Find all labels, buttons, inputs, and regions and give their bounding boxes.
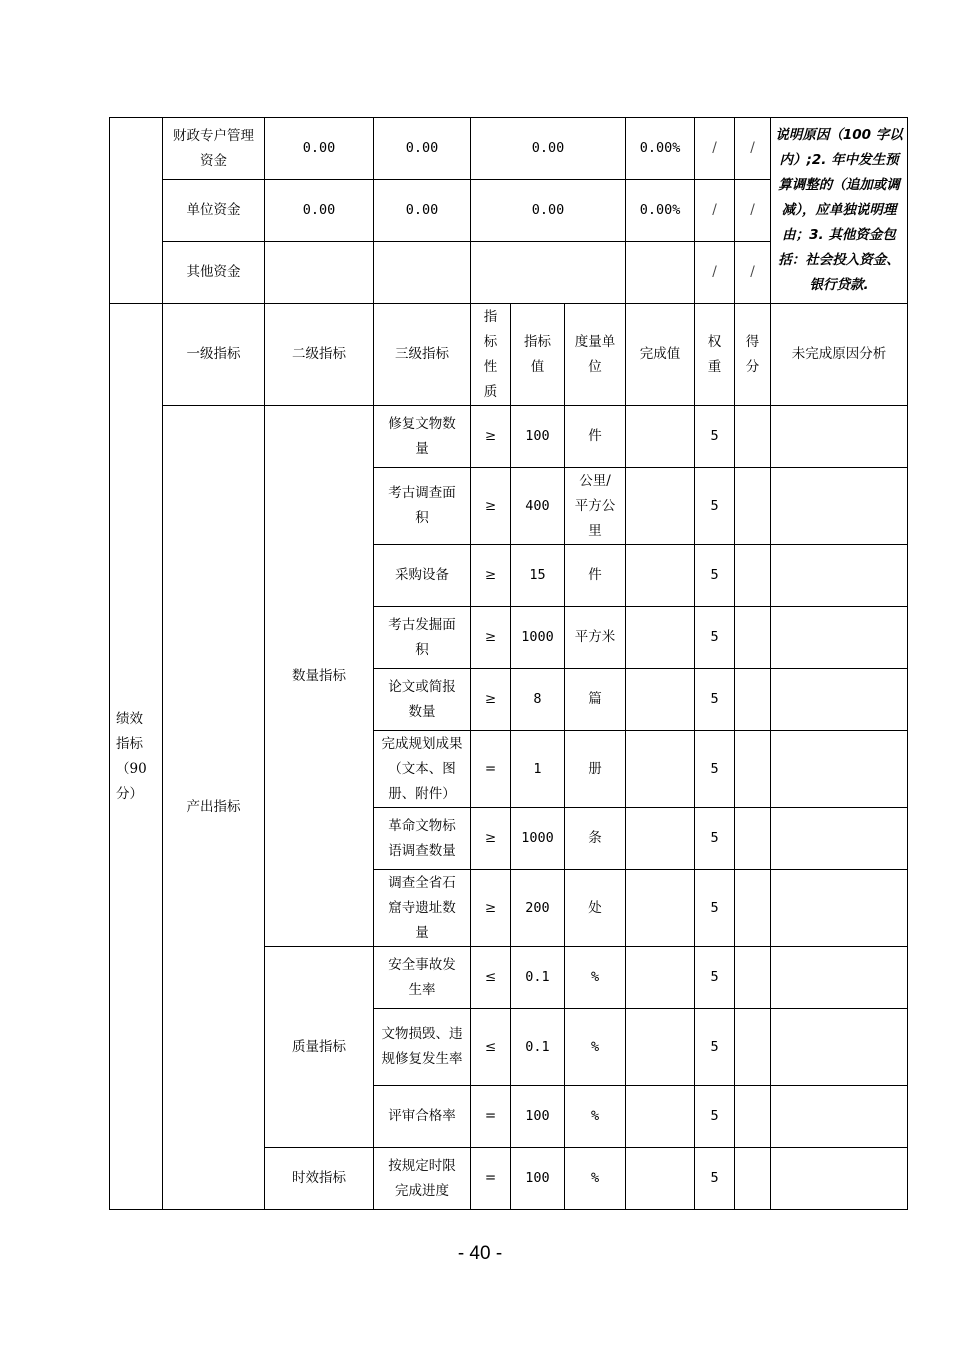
indicator-weight: 5 [695,808,735,870]
indicator-name [374,1086,471,1148]
indicator-name-text: 考古发掘面积 [388,616,456,658]
header-unit [565,304,626,406]
indicator-reason [771,731,908,808]
indicator-unit-text: 公里/平方公里 [574,472,616,539]
header-nature-text: 指标性质 [483,308,498,400]
indicator-value: 15 [511,545,565,607]
indicator-name [374,607,471,669]
indicator-done [626,468,695,545]
indicator-done [626,731,695,808]
page-number: - 40 - [457,1243,503,1264]
indicator-weight: 5 [695,468,735,545]
indicator-op: ≥ [471,545,511,607]
indicator-score [735,607,771,669]
indicator-weight: 5 [695,1009,735,1086]
header-value [511,304,565,406]
indicator-op: ≥ [471,607,511,669]
indicator-reason [771,669,908,731]
level2-timeliness: 时效指标 [265,1148,374,1210]
indicator-weight: 5 [695,406,735,468]
header-reason: 未完成原因分析 [771,304,908,406]
indicator-op: ≥ [471,870,511,947]
fund-slash: / [695,180,735,242]
indicator-reason [771,1009,908,1086]
indicator-op: = [471,1148,511,1210]
fund-rate: 0.00% [626,118,695,180]
indicator-reason [771,947,908,1009]
indicator-value: 0.1 [511,947,565,1009]
indicator-unit: 篇 [565,669,626,731]
indicator-value: 100 [511,1086,565,1148]
header-value-text: 指标值 [524,333,551,375]
header-unit-text: 度量单位 [574,333,616,375]
performance-table [109,117,908,1210]
indicator-unit: % [565,1148,626,1210]
empty-cell [626,242,695,304]
indicator-name-text: 完成规划成果（文本、图册、附件） [381,735,463,802]
fund-section-cell [110,118,163,304]
indicator-name [374,468,471,545]
indicator-op: ≥ [471,406,511,468]
indicator-score [735,406,771,468]
indicator-name-text: 修复文物数量 [388,415,456,457]
indicator-name-text: 按规定时限完成进度 [388,1157,456,1199]
indicator-score [735,947,771,1009]
indicator-reason [771,468,908,545]
indicator-weight: 5 [695,1148,735,1210]
indicator-name-text: 革命文物标语调查数量 [388,817,456,859]
header-weight-text: 权重 [707,333,722,375]
empty-cell [471,242,626,304]
indicator-unit: % [565,947,626,1009]
indicator-name-text: 考古调查面积 [388,485,456,526]
fund-slash: / [735,118,771,180]
indicator-op: = [471,1086,511,1148]
indicator-name-text: 文物损毁、违规修复发生率 [381,1026,463,1067]
indicator-name [374,1148,471,1210]
indicator-value: 1 [511,731,565,808]
indicator-op: = [471,731,511,808]
indicator-name-text: 安全事故发生率 [388,956,456,998]
indicator-done [626,607,695,669]
indicator-score [735,1148,771,1210]
indicator-name-text: 采购设备 [395,567,449,583]
fund-label: 财政专户管理资金 [163,118,265,180]
indicator-score [735,545,771,607]
indicator-done [626,1086,695,1148]
level2-quantity: 数量指标 [265,406,374,947]
fund-slash: / [695,118,735,180]
header-weight [695,304,735,406]
indicator-op: ≤ [471,1009,511,1086]
indicator-name [374,545,471,607]
fund-value: 0.00 [265,180,374,242]
indicator-done [626,669,695,731]
indicator-done [626,1148,695,1210]
indicator-reason [771,607,908,669]
header-score-text: 得分 [745,333,760,375]
indicator-value: 1000 [511,607,565,669]
fund-slash: / [695,242,735,304]
indicator-score [735,1086,771,1148]
indicator-name [374,406,471,468]
perf-section-text: 绩效指标（90分） [116,710,147,802]
indicator-weight: 5 [695,669,735,731]
indicator-unit: 件 [565,545,626,607]
indicator-value: 0.1 [511,1009,565,1086]
indicator-unit: 册 [565,731,626,808]
fund-label: 单位资金 [163,180,265,242]
indicator-value: 100 [511,1148,565,1210]
indicator-done [626,808,695,870]
indicator-value: 100 [511,406,565,468]
fund-value: 0.00 [265,118,374,180]
indicator-value: 8 [511,669,565,731]
indicator-name [374,870,471,947]
indicator-unit: 处 [565,870,626,947]
empty-cell [374,242,471,304]
header-row [110,304,908,406]
indicator-weight: 5 [695,731,735,808]
indicator-name-text: 调查全省石窟寺遗址数量 [388,874,456,941]
indicator-value: 400 [511,468,565,545]
header-level3: 三级指标 [374,304,471,406]
fund-value: 0.00 [471,118,626,180]
indicator-unit: 平方米 [565,607,626,669]
header-level2: 二级指标 [265,304,374,406]
indicator-unit: 件 [565,406,626,468]
indicator-name [374,731,471,808]
header-nature [471,304,511,406]
fund-note: 说明原因（100 字以内）;2. 年中发生预算调整的（追加或调减），应单独说明理由；3. 其他资金包括：社会投入资金、银行贷款. [771,118,908,304]
indicator-score [735,669,771,731]
fund-slash: / [735,242,771,304]
level2-quality: 质量指标 [265,947,374,1148]
indicator-unit [565,468,626,545]
indicator-score [735,808,771,870]
indicator-unit: % [565,1086,626,1148]
indicator-name-text: 评审合格率 [388,1108,456,1124]
indicator-weight: 5 [695,947,735,1009]
indicator-name [374,808,471,870]
level1-output: 产出指标 [163,406,265,1210]
fund-value: 0.00 [471,180,626,242]
indicator-reason [771,545,908,607]
indicator-name [374,669,471,731]
indicator-weight: 5 [695,1086,735,1148]
perf-section-label [110,304,163,1210]
indicator-reason [771,406,908,468]
fund-value: 0.00 [374,118,471,180]
indicator-op: ≥ [471,808,511,870]
indicator-value: 1000 [511,808,565,870]
indicator-reason [771,1086,908,1148]
indicator-value: 200 [511,870,565,947]
fund-slash: / [735,180,771,242]
indicator-weight: 5 [695,870,735,947]
indicator-name [374,1009,471,1086]
fund-label: 其他资金 [163,242,265,304]
empty-cell [265,242,374,304]
indicator-op: ≥ [471,669,511,731]
indicator-done [626,870,695,947]
indicator-done [626,545,695,607]
indicator-op: ≤ [471,947,511,1009]
header-done: 完成值 [626,304,695,406]
indicator-done [626,406,695,468]
header-score [735,304,771,406]
indicator-reason [771,870,908,947]
indicator-done [626,947,695,1009]
indicator-score [735,870,771,947]
indicator-weight: 5 [695,545,735,607]
indicator-score [735,468,771,545]
fund-value: 0.00 [374,180,471,242]
indicator-done [626,1009,695,1086]
indicator-weight: 5 [695,607,735,669]
indicator-score [735,1009,771,1086]
fund-row [110,118,908,180]
indicator-score [735,731,771,808]
indicator-reason [771,808,908,870]
indicator-op: ≥ [471,468,511,545]
indicator-reason [771,1148,908,1210]
fund-rate: 0.00% [626,180,695,242]
indicator-unit: % [565,1009,626,1086]
indicator-row [110,406,908,468]
indicator-name [374,947,471,1009]
header-level1: 一级指标 [163,304,265,406]
indicator-unit: 条 [565,808,626,870]
indicator-name-text: 论文或简报数量 [388,678,456,720]
